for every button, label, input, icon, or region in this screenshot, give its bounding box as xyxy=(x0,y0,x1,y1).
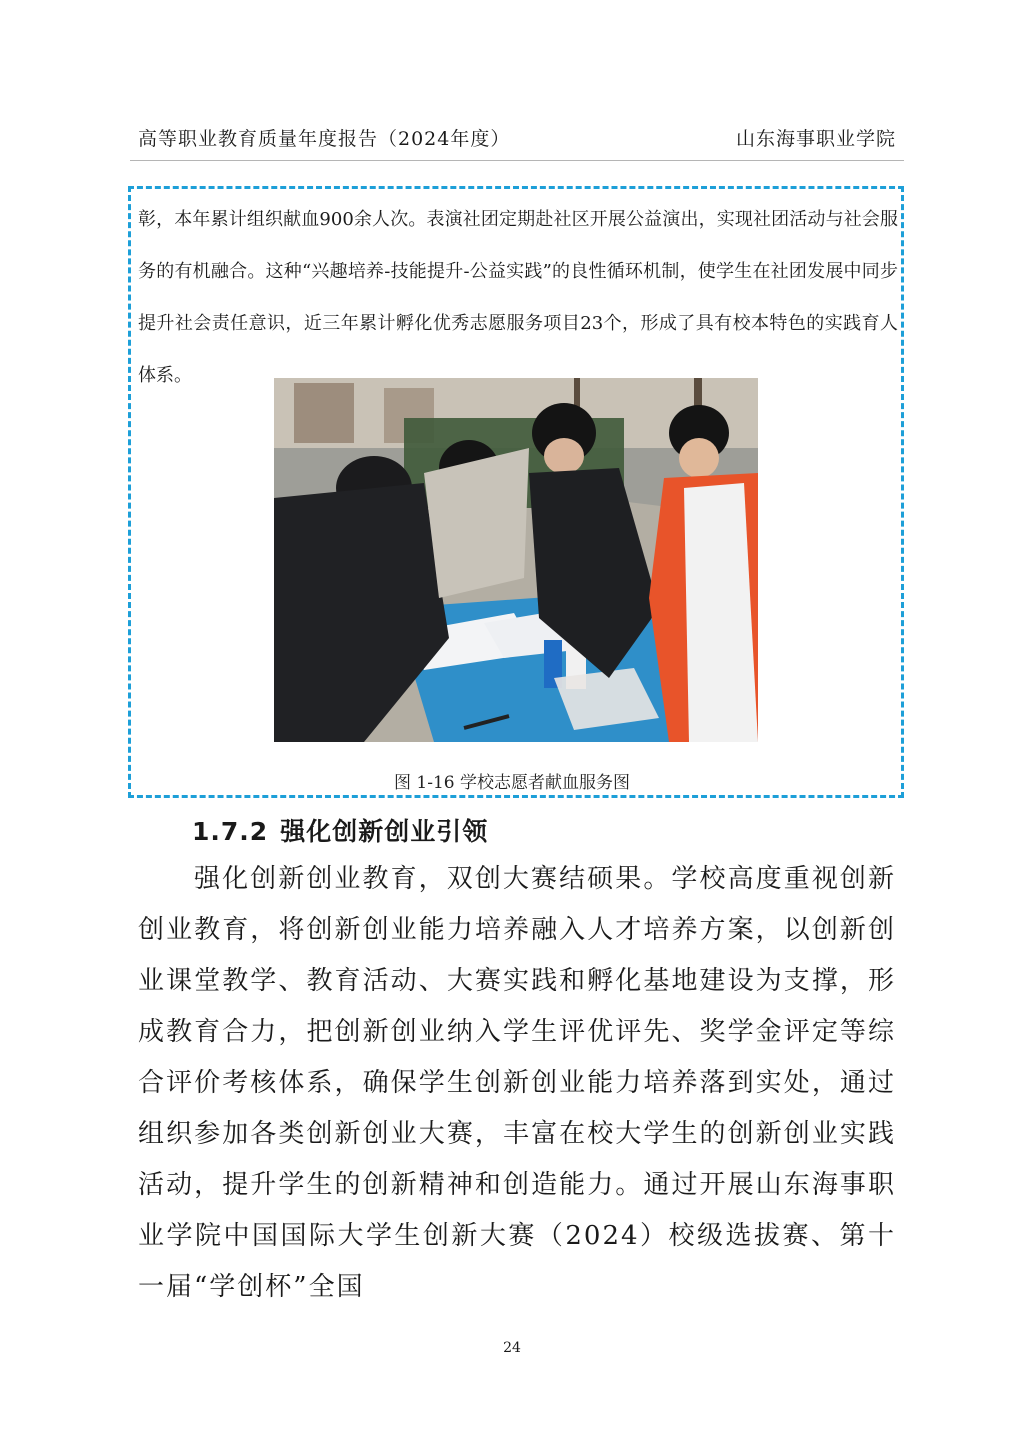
section-number: 1.7.2 xyxy=(192,817,269,846)
section-heading xyxy=(192,812,488,848)
blood-donation-photo xyxy=(274,378,758,742)
report-title: 高等职业教育质量年度报告（2024年度） xyxy=(138,128,511,150)
header-divider xyxy=(130,160,904,161)
callout-paragraph: 彰，本年累计组织献血900余人次。表演社团定期赴社区开展公益演出，实现社团活动与社会服务的有机融合。这种“兴趣培养-技能提升-公益实践”的良性循环机制，使学生在社团发展中同步提升社会责任意识，近三年累计孵化优秀志愿服务项目23个，形成了具有校本特色的实践育人体系。 xyxy=(138,209,898,386)
figure-caption: 图 1-16 学校志愿者献血服务图 xyxy=(394,773,630,793)
school-name: 山东海事职业学院 xyxy=(735,128,896,150)
page-number: 24 xyxy=(503,1340,521,1356)
section-paragraph: 强化创新创业教育，双创大赛结硕果。学校高度重视创新创业教育，将创新创业能力培养融入人才培养方案，以创新创业课堂教学、教育活动、大赛实践和孵化基地建设为支撑，形成教育合力，把创新创业纳入学生评优评先、奖学金评定等综合评价考核体系，确保学生创新创业能力培养落到实处，通过组织参加各类创新创业大赛，丰富在校大学生的创新创业实践活动，提升学生的创新精神和创造能力。通过开展山东海事职业学院中国国际大学生创新大赛（2024）校级选拔赛、第十一届“学创杯”全国 xyxy=(138,864,896,1302)
section-title: 强化创新创业引领 xyxy=(280,817,489,846)
